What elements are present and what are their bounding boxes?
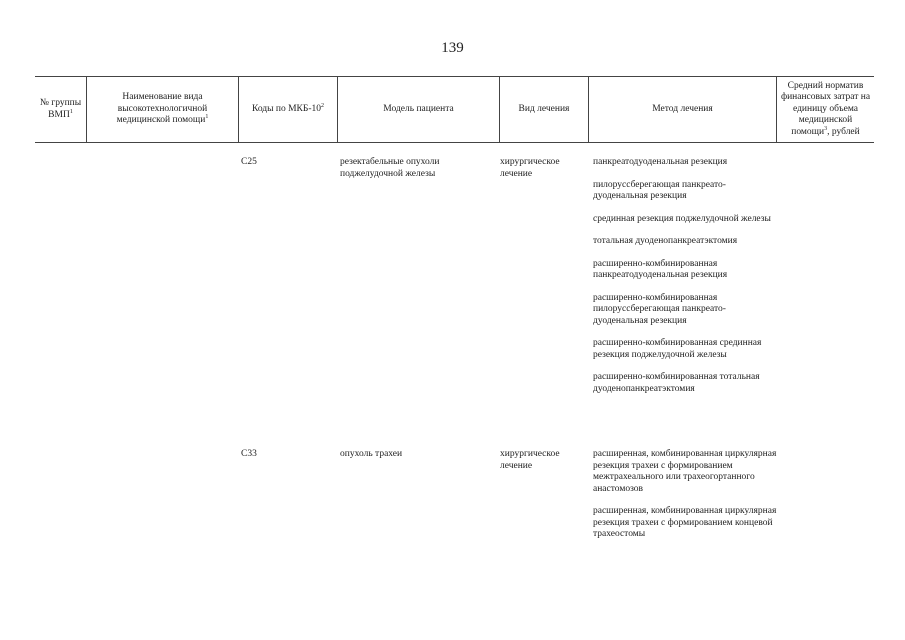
table-header	[35, 76, 874, 143]
method-item: расширенная, комбинированная циркулярная резекция трахеи с формированием концевой трахеостомы	[593, 506, 777, 539]
header-icd-codes: Коды по МКБ-$10^2$	[238, 77, 337, 142]
row-2-treatment-type: хирургическое лечение	[500, 449, 560, 471]
header-care-type: Наименование вида высокотехнологичной медицинской помощи$^1$	[86, 77, 238, 142]
header-group-number: № группы ВМП$^1$	[39, 98, 82, 120]
method-item: расширенно-комбинированная панкреатодуоденальная резекция	[593, 258, 728, 280]
method-item: расширенная, комбинированная циркулярная резекция трахеи с формированием межтрахеального или трахеогортанного анастомозов	[593, 449, 777, 494]
method-item: пилоруссберегающая панкреато-дуоденальная резекция	[593, 179, 726, 201]
row-1-code: C25	[241, 157, 257, 167]
row-1-method-list	[593, 157, 771, 406]
header-treatment-method: Метод лечения	[588, 77, 776, 142]
row-2-method-list	[593, 449, 781, 552]
header-financial-cost: Средний норматив финансовых затрат на единицу объема медицинской помощи$^3$, рублей	[776, 77, 874, 142]
method-item: тотальная дуоденопанкреатэктомия	[593, 236, 738, 246]
row-1-patient-model: резектабельные опухоли поджелудочной железы	[340, 157, 440, 179]
row-2-code: C33	[241, 449, 257, 459]
method-item: срединная резекция поджелудочной железы	[593, 213, 771, 224]
row-1-treatment-type: хирургическое лечение	[500, 157, 560, 179]
row-2-patient-model: опухоль трахеи	[340, 449, 403, 459]
header-patient-model: Модель пациента	[337, 77, 499, 142]
method-item: расширенно-комбинированная срединная резекция поджелудочной железы	[593, 338, 762, 360]
header-treatment-type: Вид лечения	[499, 77, 588, 142]
method-item: панкреатодуоденальная резекция	[593, 157, 728, 167]
method-item: расширенно-комбинированная тотальная дуоденопанкреатэктомия	[593, 372, 760, 394]
method-item: расширенно-комбинированная пилоруссберегающая панкреато-дуоденальная резекция	[593, 292, 726, 326]
page-number: 139	[441, 40, 464, 56]
